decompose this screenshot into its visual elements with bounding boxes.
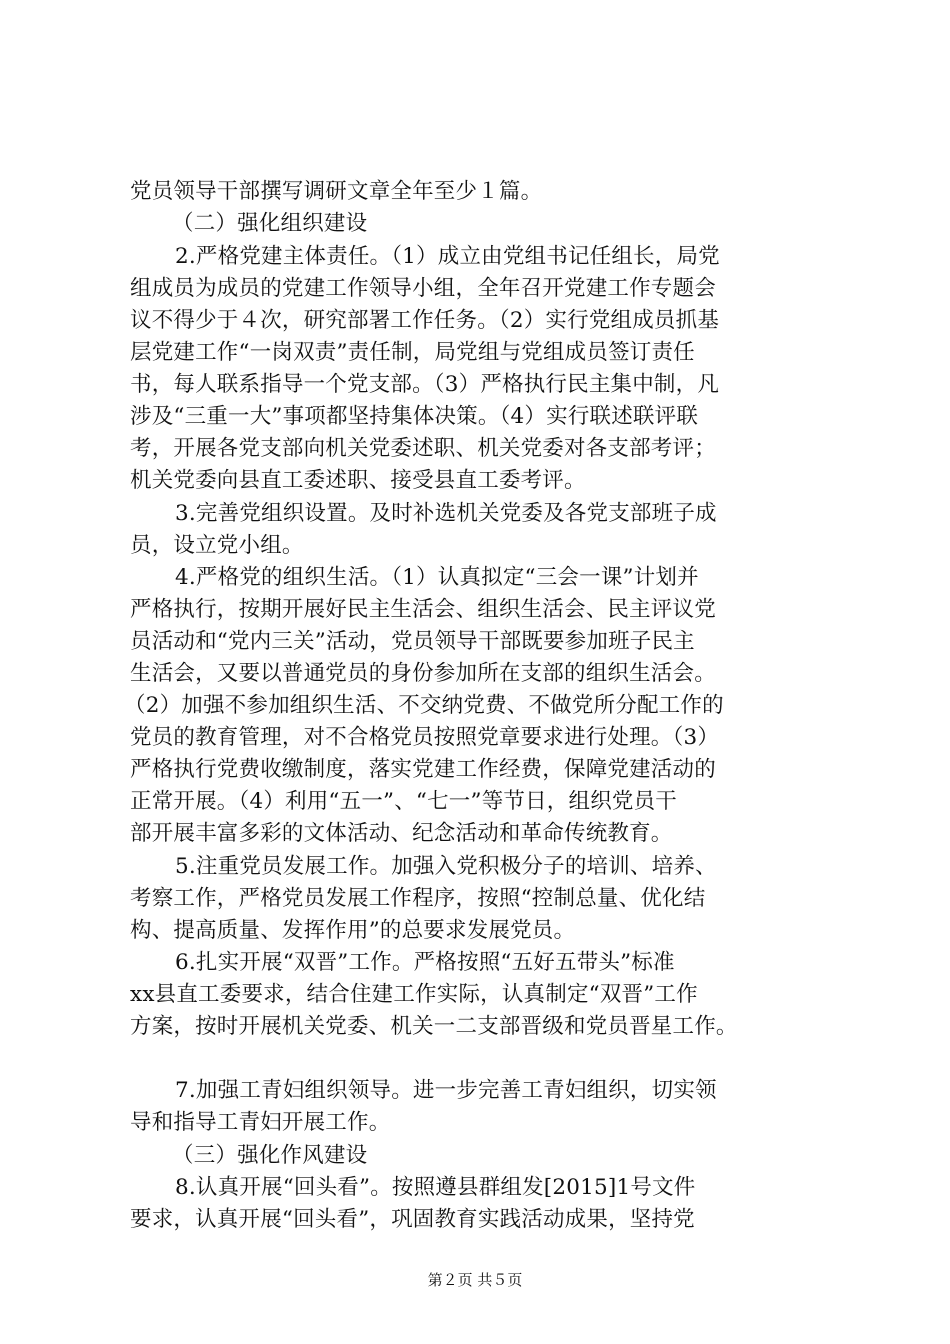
paragraph-first-line: 7.加强工青妇组织领导。进一步完善工青妇组织，切实领 (175, 1078, 717, 1103)
body-text-line: 党员领导干部撰写调研文章全年至少１篇。 (130, 179, 543, 204)
section-heading: （三）强化作风建设 (172, 1143, 368, 1168)
body-text-line: xx县直工委要求，结合住建工作实际，认真制定“双晋”工作 (130, 982, 698, 1007)
body-text-line: 方案，按时开展机关党委、机关一二支部晋级和党员晋星工作。 (130, 1014, 738, 1039)
body-text-line: 生活会，又要以普通党员的身份参加所在支部的组织生活会。 (130, 661, 716, 686)
body-text-line: 正常开展。（4）利用“五一”、“七一”等节日，组织党员干 (130, 789, 677, 814)
body-text-line: 部开展丰富多彩的文体活动、纪念活动和革命传统教育。 (130, 821, 673, 846)
body-text-line: 要求，认真开展“回头看”，巩固教育实践活动成果，坚持党 (130, 1207, 695, 1232)
body-text-line: 员活动和“党内三关”活动，党员领导干部既要参加班子民主 (130, 629, 695, 654)
body-text-line: 严格执行党费收缴制度，落实党建工作经费，保障党建活动的 (130, 757, 716, 782)
body-text-line: 书，每人联系指导一个党支部。（3）严格执行民主集中制，凡 (130, 372, 720, 397)
body-text-line: 涉及“三重一大”事项都坚持集体决策。（4）实行联述联评联 (130, 404, 699, 429)
paragraph-first-line: 3.完善党组织设置。及时补选机关党委及各党支部班子成 (175, 501, 717, 526)
paragraph-first-line: 6.扎实开展“双晋”工作。严格按照“五好五带头”标准 (175, 950, 675, 975)
body-text-line: 层党建工作“一岗双责”责任制，局党组与党组成员签订责任 (130, 340, 695, 365)
body-text-line: 考，开展各党支部向机关党委述职、机关党委对各支部考评； (130, 436, 716, 461)
section-heading: （二）强化组织建设 (172, 211, 368, 236)
paragraph-first-line: 2.严格党建主体责任。（1）成立由党组书记任组长，局党 (175, 244, 720, 269)
paragraph-first-line: 4.严格党的组织生活。（1）认真拟定“三会一课”计划并 (175, 565, 699, 590)
body-text-line: 严格执行，按期开展好民主生活会、组织生活会、民主评议党 (130, 597, 716, 622)
body-text-line: 考察工作，严格党员发展工作程序，按照“控制总量、优化结 (130, 886, 706, 911)
page-number-footer: 第２页 共５页 (427, 1271, 523, 1289)
paragraph-first-line: 5.注重党员发展工作。加强入党积极分子的培训、培养、 (175, 854, 717, 879)
body-text-line: 组成员为成员的党建工作领导小组，全年召开党建工作专题会 (130, 276, 716, 301)
body-text-line: 党员的教育管理，对不合格党员按照党章要求进行处理。（3） (130, 725, 720, 750)
paragraph-first-line: 8.认真开展“回头看”。按照遵县群组发[2015]1号文件 (175, 1175, 696, 1200)
body-text-line: （2）加强不参加组织生活、不交纳党费、不做党所分配工作的 (124, 693, 724, 718)
body-text-line: 议不得少于４次，研究部署工作任务。（2）实行党组成员抓基 (130, 308, 720, 333)
body-text-line: 导和指导工青妇开展工作。 (130, 1110, 391, 1135)
body-text-line: 机关党委向县直工委述职、接受县直工委考评。 (130, 468, 586, 493)
body-text-line: 员，设立党小组。 (130, 533, 304, 558)
body-text-line: 构、提高质量、发挥作用”的总要求发展党员。 (130, 918, 576, 943)
